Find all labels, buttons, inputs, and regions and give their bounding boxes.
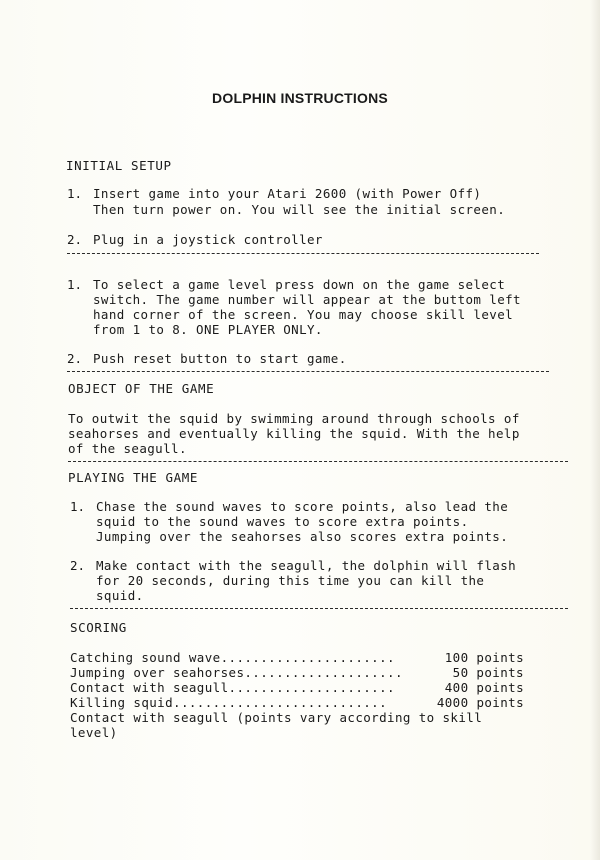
item-line: switch. The game number will appear at the buttom left [93,292,521,307]
item-line: Make contact with the seagull, the dolphin will flash [96,558,517,573]
item-line: Push reset button to start game. [93,351,347,366]
heading-initial-setup: INITIAL SETUP [66,158,172,173]
object-line: seahorses and eventually killing the squid. With the help [68,426,520,441]
item-number: 2. [67,232,83,247]
item-number: 2. [67,351,83,366]
item-line: squid to the sound waves to score extra points. [96,514,469,529]
score-row [70,695,530,710]
score-value: 50 points [452,665,524,680]
divider-rule [70,608,568,609]
item-number: 1. [67,186,83,201]
score-label: Catching sound wave...................... [70,650,395,665]
heading-playing-the-game: PLAYING THE GAME [68,470,199,485]
score-label: Jumping over seahorses.................... [70,665,403,680]
heading-scoring: SCORING [70,620,127,635]
item-number: 1. [70,499,86,514]
score-row [70,680,530,695]
item-line: Chase the sound waves to score points, also lead the [96,499,509,514]
item-line: squid. [96,588,144,603]
score-row [70,650,530,665]
score-label: Contact with seagull..................... [70,680,395,695]
scoring-note-line: level) [70,725,118,740]
item-line: To select a game level press down on the game select [93,277,506,292]
item-number: 2. [70,558,86,573]
score-row [70,665,530,680]
divider-rule [67,371,549,372]
item-line: from 1 to 8. ONE PLAYER ONLY. [93,322,323,337]
score-value: 4000 points [436,695,524,710]
score-label: Killing squid........................... [70,695,388,710]
item-line: Plug in a joystick controller [93,232,323,247]
scoring-note-line: Contact with seagull (points vary according to skill [70,710,483,725]
score-value: 100 points [444,650,524,665]
item-line: Jumping over the seahorses also scores extra points. [96,529,509,544]
item-line: for 20 seconds, during this time you can kill the [96,573,485,588]
object-line: To outwit the squid by swimming around through schools of [68,411,520,426]
page-title: DOLPHIN INSTRUCTIONS [212,90,388,106]
item-number: 1. [67,277,83,292]
divider-rule [67,253,539,254]
page-edge-shadow [590,0,600,860]
object-line: of the seagull. [68,441,187,456]
score-value: 400 points [444,680,524,695]
item-line: Insert game into your Atari 2600 (with Power Off) [93,186,482,201]
heading-object-of-the-game: OBJECT OF THE GAME [68,381,215,396]
item-line: hand corner of the screen. You may choose skill level [93,307,514,322]
divider-rule [68,461,568,462]
item-line: Then turn power on. You will see the initial screen. [93,202,506,217]
